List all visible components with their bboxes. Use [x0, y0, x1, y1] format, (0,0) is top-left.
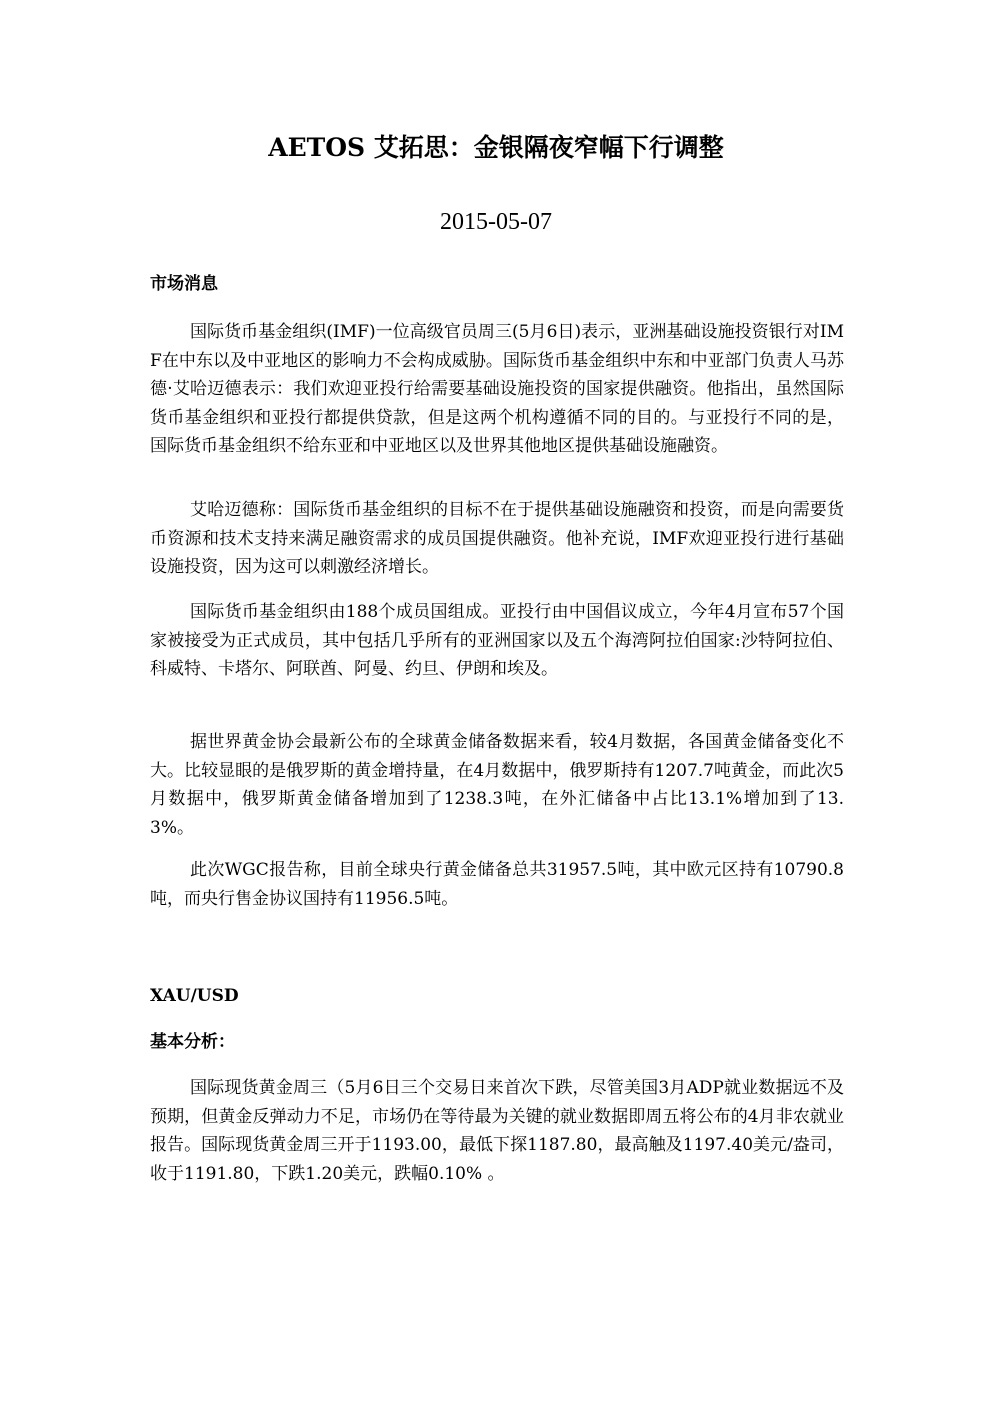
- document-title: AETOS 艾拓思：金银隔夜窄幅下行调整: [268, 133, 724, 162]
- paragraph: 国际货币基金组织(IMF)一位高级官员周三(5月6日)表示，亚洲基础设施投资银行对IMF在中东以及中亚地区的影响力不会构成威胁。国际货币基金组织中东和中亚部门负责人马苏德·艾哈迈德表示：我们欢迎亚投行给需要基础设施投资的国家提供融资。他指出，虽然国际货币基金组织和亚投行都提供贷款，但是这两个机构遵循不同的目的。与亚投行不同的是，国际货币基金组织不给东亚和中亚地区以及世界其他地区提供基础设施融资。: [150, 322, 844, 456]
- section-heading-xau-usd: XAU/USD: [150, 986, 239, 1006]
- section-heading-market-news: 市场消息: [150, 274, 218, 294]
- paragraph: 国际货币基金组织由188个成员国组成。亚投行由中国倡议成立，今年4月宣布57个国家被接受为正式成员，其中包括几乎所有的亚洲国家以及五个海湾阿拉伯国家:沙特阿拉伯、科威特、卡塔尔、阿联酋、阿曼、约旦、伊朗和埃及。: [150, 602, 844, 679]
- paragraph: 据世界黄金协会最新公布的全球黄金储备数据来看，较4月数据，各国黄金储备变化不大。比较显眼的是俄罗斯的黄金增持量，在4月数据中，俄罗斯持有1207.7吨黄金，而此次5月数据中，俄罗斯黄金储备增加到了1238.3吨，在外汇储备中占比13.1%增加到了13.3%。: [150, 732, 844, 838]
- paragraph: 此次WGC报告称，目前全球央行黄金储备总共31957.5吨，其中欧元区持有10790.8吨，而央行售金协议国持有11956.5吨。: [150, 860, 844, 909]
- paragraph: 国际现货黄金周三（5月6日三个交易日来首次下跌，尽管美国3月ADP就业数据远不及预期，但黄金反弹动力不足，市场仍在等待最为关键的就业数据即周五将公布的4月非农就业报告。国际现货黄金周三开于1193.00，最低下探1187.80，最高触及1197.40美元/盎司，收于1191.80，下跌1.20美元，跌幅0.10% 。: [150, 1078, 844, 1184]
- document-date: 2015-05-07: [440, 209, 552, 235]
- paragraph: 艾哈迈德称：国际货币基金组织的目标不在于提供基础设施融资和投资，而是向需要货币资源和技术支持来满足融资需求的成员国提供融资。他补充说，IMF欢迎亚投行进行基础设施投资，因为这可以刺激经济增长。: [150, 500, 844, 577]
- section-heading-fundamental-analysis: 基本分析：: [150, 1032, 235, 1052]
